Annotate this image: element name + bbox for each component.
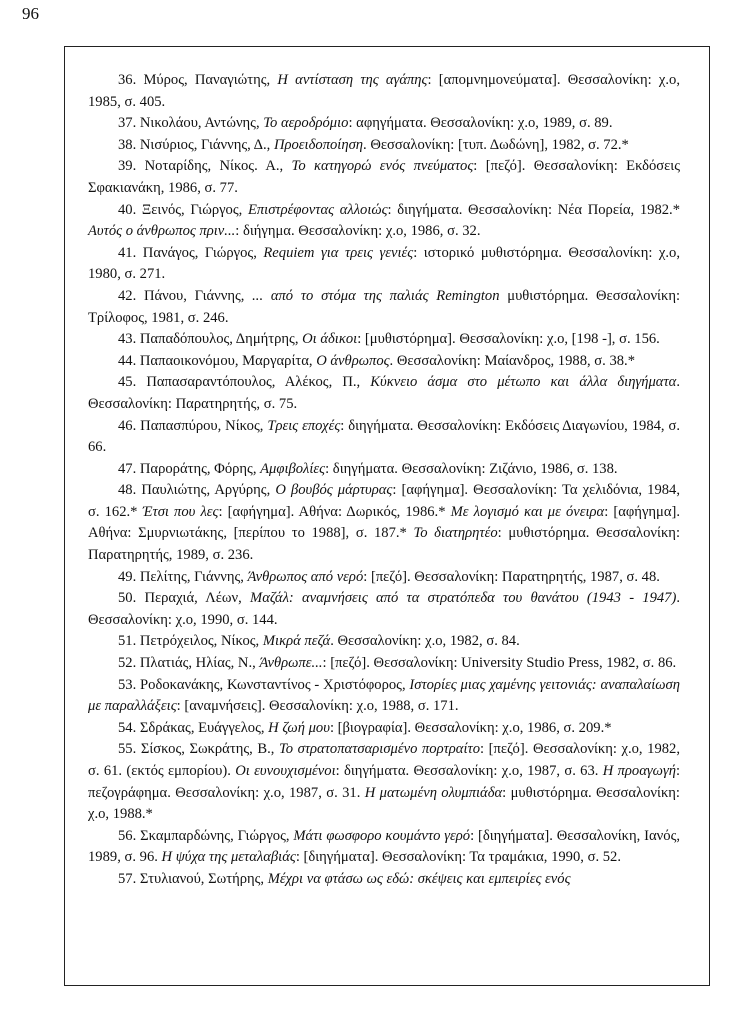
entry-text: : [διηγήματα]. Θεσσαλονίκη, Ιανός, 1989, σ. 96.: [88, 827, 681, 866]
entry-text: : [αναμνήσεις]. Θεσσαλονίκη: χ.ο, 1988, σ. 171.: [176, 698, 459, 715]
entry-title: Η προαγωγή: [602, 763, 676, 779]
entry-text: : διηγήματα. Θεσσαλονίκη: Ζιζάνιο, 1986, σ. 138.: [325, 460, 618, 477]
entry-title: Η ψύχα της μεταλαβιάς: [161, 849, 296, 866]
page-number: 96: [22, 4, 39, 23]
entry-title: Έτσι που λες: [142, 503, 219, 520]
entry-text: : [πεζό]. Θεσσαλονίκη: Εκδόσεις Σφακιανάκη, 1986, σ. 77.: [88, 158, 680, 196]
entry-text: 43. Παπαδόπουλος, Δημήτρης,: [118, 331, 303, 348]
entry-text: : [απομνημονεύματα]. Θεσσαλονίκη: χ.ο, 1985, σ. 405.: [88, 72, 680, 110]
entry-text: 51. Πετρόχειλος, Νίκος,: [118, 633, 263, 650]
entry-title: Μέχρι να φτάσω ως εδώ: σκέψεις και εμπειρίες ενός: [267, 870, 571, 887]
bibliography-entry: [88, 416, 680, 459]
entry-text: : αφηγήματα. Θεσσαλονίκη: χ.ο, 1989, σ. 89.: [348, 115, 613, 132]
entry-text: . Θεσσαλονίκη: [τυπ. Δωδώνη], 1982, σ. 72.*: [363, 136, 629, 153]
entry-text: : ιστορικό μυθιστόρημα. Θεσσαλονίκη: χ.ο, 1980, σ. 271.: [88, 244, 680, 283]
bibliography-entry: [88, 739, 680, 825]
entry-title: Αυτός ο άνθρωπος πριν...: [88, 223, 236, 240]
entry-title: Οι άδικοι: [302, 331, 358, 348]
entry-text: : [διηγήματα]. Θεσσαλονίκη: Τα τραμάκια, 1990, σ. 52.: [295, 849, 621, 866]
entry-title: Τρεις εποχές: [267, 417, 341, 434]
entry-text: 53. Ροδοκανάκης, Κωνσταντίνος - Χριστόφορος,: [118, 676, 410, 693]
entry-text: 47. Παροράτης, Φόρης,: [118, 460, 261, 477]
bibliography-entry: [88, 718, 680, 740]
entry-text: 57. Στυλιανού, Σωτήρης,: [118, 870, 268, 887]
entry-text: 36. Μύρος, Παναγιώτης,: [118, 72, 278, 88]
entry-text: . Θεσσαλονίκη: Μαίανδρος, 1988, σ. 38.*: [389, 352, 635, 369]
entry-title: Η ζωή μου: [268, 719, 330, 736]
bibliography-entry: [88, 869, 680, 891]
entry-text: : μυθιστόρημα. Θεσσαλονίκη: Παρατηρητής, 1989, σ. 236.: [88, 525, 680, 564]
bibliography-entry: [88, 459, 680, 481]
entry-title: Προειδοποίηση: [273, 136, 364, 153]
entry-text: 54. Σδράκας, Ευάγγελος,: [118, 719, 269, 736]
entry-title: Η ματωμένη ολυμπιάδα: [364, 784, 503, 801]
entry-text: : [πεζό]. Θεσσαλονίκη: χ.ο, 1982, σ. 61. (εκτός εμπορίου).: [88, 741, 680, 779]
entry-text: 56. Σκαμπαρδώνης, Γιώργος,: [118, 827, 294, 844]
bibliography-entry: [88, 200, 680, 243]
entry-text: : [πεζό]. Θεσσαλονίκη: Παρατηρητής, 1987, σ. 48.: [363, 568, 660, 585]
bibliography-entry: [88, 826, 680, 869]
entry-title: Μικρά πεζά: [262, 633, 331, 650]
entry-text: 48. Παυλιώτης, Αργύρης,: [118, 482, 276, 499]
entry-text: : [πεζό]. Θεσσαλονίκη: University Studio Press, 1982, σ. 86.: [322, 655, 677, 672]
entry-title: Μαζάλ: αναμνήσεις από τα στρατόπεδα του θανάτου (1943 - 1947): [250, 590, 677, 607]
entry-text: 52. Πλατιάς, Ηλίας, Ν.,: [118, 655, 260, 672]
entry-title: Με λογισμό και με όνειρα: [450, 503, 605, 520]
entry-text: 40. Ξεινός, Γιώργος,: [118, 201, 248, 218]
entry-text: : διήγημα. Θεσσαλονίκη: χ.ο, 1986, σ. 32.: [235, 223, 481, 240]
entry-title: Άνθρωπος από νερό: [247, 568, 364, 585]
entry-text: . Θεσσαλονίκη: χ.ο, 1982, σ. 84.: [330, 633, 520, 650]
entry-text: 44. Παπαοικονόμου, Μαργαρίτα,: [118, 352, 317, 369]
bibliography-entry: [88, 113, 680, 135]
bibliography-entry: [88, 567, 680, 589]
entry-text: 37. Νικολάου, Αντώνης,: [118, 115, 264, 132]
entry-text: : [βιογραφία]. Θεσσαλονίκη: χ.ο, 1986, σ. 209.*: [329, 719, 612, 736]
entry-text: . Θεσσαλονίκη: χ.ο, 1990, σ. 144.: [88, 590, 680, 628]
entry-text: : διηγήματα. Θεσσαλονίκη: Εκδόσεις Διαγωνίου, 1984, σ. 66.: [88, 417, 680, 456]
bibliography-entry: [88, 675, 680, 718]
bibliography-entry: [88, 243, 680, 286]
bibliography-entry: [88, 156, 680, 199]
entry-text: 38. Νισύριος, Γιάννης, Δ.,: [118, 136, 274, 153]
entry-text: 46. Παπασπύρου, Νίκος,: [118, 417, 268, 434]
entry-text: 39. Νοταρίδης, Νίκος. Α.,: [118, 158, 292, 175]
bibliography-entry: [88, 351, 680, 373]
entry-text: : [αφήγημα]. Αθήνα: Δωρικός, 1986.*: [218, 503, 451, 520]
entry-title: Ο βουβός μάρτυρας: [275, 482, 393, 499]
entry-text: : [αφήγημα]. Αθήνα: Σμυρνιωτάκης, [περίπου το 1988], σ. 187.*: [88, 503, 680, 542]
entry-text: 45. Παπασαραντόπουλος, Αλέκος, Π.,: [118, 374, 371, 391]
entry-title: Μάτι φωσφορο κουμάντο γερό: [293, 827, 471, 844]
entry-title: Οι ευνουχισμένοι: [235, 763, 336, 779]
entry-title: Το στρατοπατσαρισμένο πορτραίτο: [278, 741, 481, 758]
entry-title: Το αεροδρόμιο: [263, 115, 349, 132]
entry-text: : μυθιστόρημα. Θεσσαλονίκη: χ.ο, 1988.*: [88, 784, 680, 823]
entry-text: μυθιστόρημα. Θεσσαλονίκη: Τρίλοφος, 1981, σ. 246.: [88, 287, 681, 326]
bibliography-entry: [88, 286, 680, 329]
bibliography-entry: [88, 135, 680, 157]
entry-title: Αμφιβολίες: [260, 460, 326, 477]
bibliography-entry: [88, 588, 680, 631]
entry-title: Ιστορίες μιας χαμένης γειτονιάς: αναπαλαίωση με παραλλάξεις: [88, 676, 680, 715]
entry-title: Επιστρέφοντας αλλοιώς: [247, 201, 388, 218]
entry-title: Η αντίσταση της αγάπης: [277, 72, 428, 88]
entry-text: 41. Πανάγος, Γιώργος,: [118, 244, 264, 261]
bibliography-entry: [88, 70, 680, 113]
entry-title: Ο άνθρωπος: [316, 352, 390, 369]
entry-text: 49. Πελίτης, Γιάννης,: [118, 568, 248, 585]
entry-text: 55. Σίσκος, Σωκράτης, Β.,: [118, 741, 279, 758]
entry-title: Άνθρωπε...: [259, 655, 323, 672]
entry-text: 50. Περαχιά, Λέων,: [118, 590, 251, 607]
entry-text: : [αφήγημα]. Θεσσαλονίκη: Τα χελιδόνια, 1984, σ. 162.*: [88, 482, 680, 520]
bibliography-entry: [88, 329, 680, 351]
entry-text: : πεζογράφημα. Θεσσαλονίκη: χ.ο, 1987, σ. 31.: [88, 763, 680, 801]
bibliography-entry: [88, 631, 680, 653]
entry-text: 42. Πάνου, Γιάννης,: [118, 287, 253, 304]
entry-text: : διηγήματα. Θεσσαλονίκη: χ.ο, 1987, σ. 63.: [335, 763, 603, 779]
entry-title: Requiem για τρεις γενιές: [263, 244, 414, 261]
bibliography-entry: [88, 653, 680, 675]
entry-title: Το κατηγορώ ενός πνεύματος: [291, 158, 474, 175]
entry-title: Το διατηρητέο: [413, 525, 498, 542]
bibliography-entry: [88, 372, 680, 415]
bibliography-list: [88, 70, 680, 891]
bibliography-entry: [88, 480, 680, 566]
entry-text: . Θεσσαλονίκη: Παρατηρητής, σ. 75.: [88, 374, 680, 412]
entry-title: ... από το στόμα της παλιάς Remington: [252, 287, 500, 304]
entry-text: : [μυθιστόρημα]. Θεσσαλονίκη: χ.ο, [198 -], σ. 156.: [357, 331, 660, 348]
entry-text: : διηγήματα. Θεσσαλονίκη: Νέα Πορεία, 1982.*: [387, 201, 680, 218]
entry-title: Κύκνειο άσμα στο μέτωπο και άλλα διηγήματα: [370, 374, 677, 391]
